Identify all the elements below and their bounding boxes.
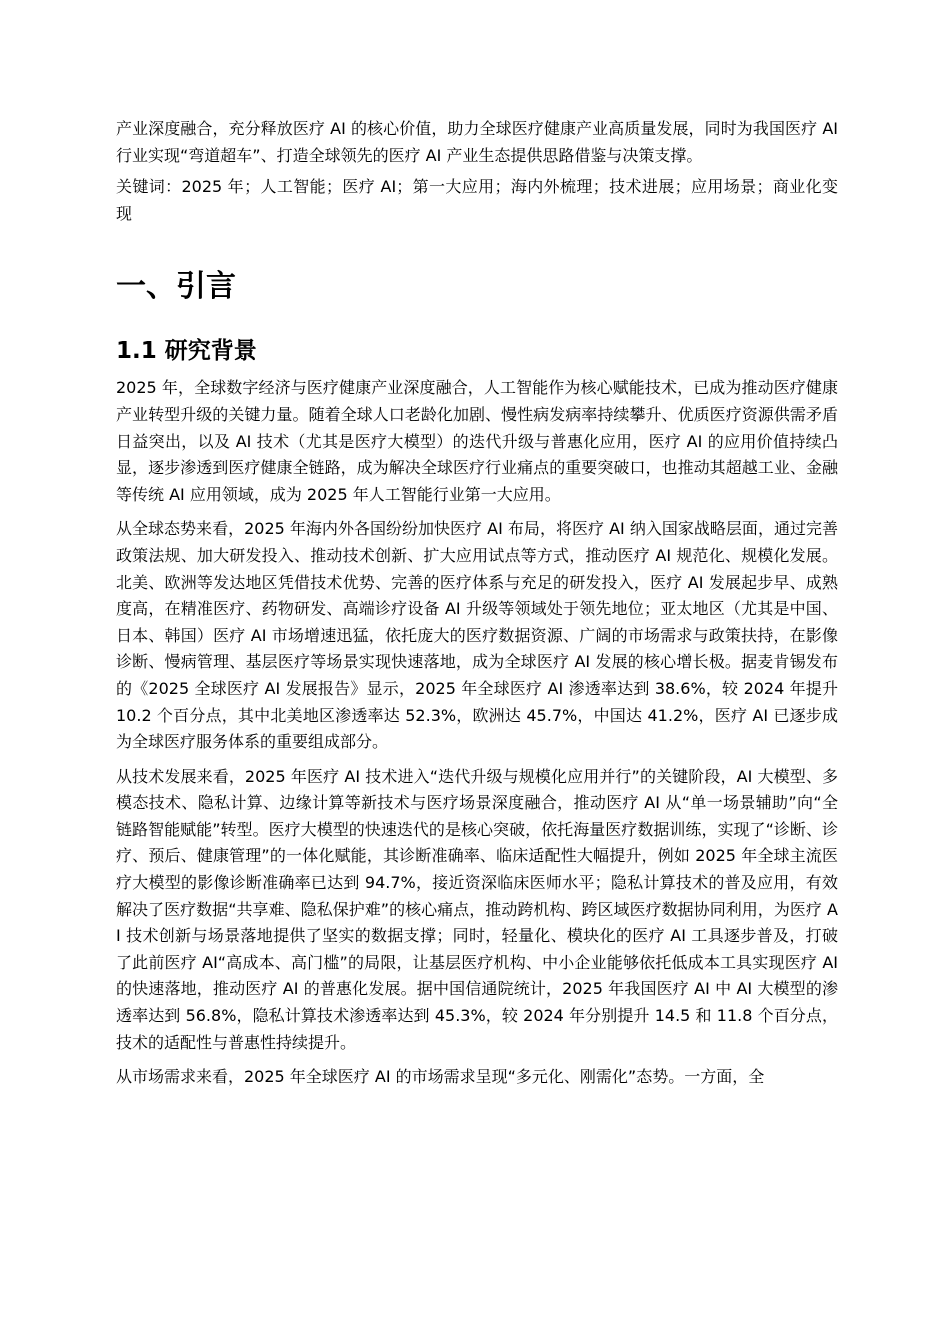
intro-tail-paragraph: 产业深度融合，充分释放医疗 AI 的核心价值，助力全球医疗健康产业高质量发展，同时为我国医疗 AI 行业实现“弯道超车”、打造全球领先的医疗 AI 产业生态提供思路借鉴与决策支撑。 (116, 119, 838, 165)
body-paragraph: 2025 年，全球数字经济与医疗健康产业深度融合，人工智能作为核心赋能技术，已成为推动医疗健康产业转型升级的关键力量。随着全球人口老龄化加剧、慢性病发病率持续攀升、优质医疗资源供需矛盾日益突出，以及 AI 技术（尤其是医疗大模型）的迭代升级与普惠化应用，医疗 AI 的应用价值持续凸显，逐步渗透到医疗健康全链路，成为解决全球医疗行业痛点的重要突破口，也推动其超越工业、金融等传统 AI 应用领域，成为 2025 年人工智能行业第一大应用。 (116, 378, 838, 504)
body-paragraph: 从技术发展来看，2025 年医疗 AI 技术进入“迭代升级与规模化应用并行”的关键阶段，AI 大模型、多模态技术、隐私计算、边缘计算等新技术与医疗场景深度融合，推动医疗 AI 从“单一场景辅助”向“全链路智能赋能”转型。医疗大模型的快速迭代的是核心突破，依托海量医疗数据训练，实现了“诊断、诊疗、预后、健康管理”的一体化赋能，其诊断准确率、临床适配性大幅提升，例如 2025 年全球主流医疗大模型的影像诊断准确率已达到 94.7%，接近资深临床医师水平；隐私计算技术的普及应用，有效解决了医疗数据“共享难、隐私保护难”的核心痛点，推动跨机构、跨区域医疗数据协同利用，为医疗 AI 技术创新与场景落地提供了坚实的数据支撑；同时，轻量化、模块化的医疗 AI 工具逐步普及，打破了此前医疗 AI“高成本、高门槛”的局限，让基层医疗机构、中小企业能够依托低成本工具实现医疗 AI 的快速落地，推动医疗 AI 的普惠化发展。据中国信通院统计，2025 年我国医疗 AI 中 AI 大模型的渗透率达到 56.8%，隐私计算技术渗透率达到 45.3%，较 2024 年分别提升 14.5 和 11.8 个百分点，技术的适配性与普惠性持续提升。 (116, 766, 838, 1052)
document-page (116, 116, 838, 1091)
keywords-line: 关键词：2025 年；人工智能；医疗 AI；第一大应用；海内外梳理；技术进展；应用场景；商业化变现 (116, 177, 838, 223)
subsection-title: 1.1 研究背景 (116, 338, 257, 365)
body-paragraph: 从市场需求来看，2025 年全球医疗 AI 的市场需求呈现“多元化、刚需化”态势。一方面，全 (116, 1067, 765, 1087)
body-paragraph: 从全球态势来看，2025 年海内外各国纷纷加快医疗 AI 布局，将医疗 AI 纳入国家战略层面，通过完善政策法规、加大研发投入、推动技术创新、扩大应用试点等方式，推动医疗 AI 规范化、规模化发展。北美、欧洲等发达地区凭借技术优势、完善的医疗体系与充足的研发投入，医疗 AI 发展起步早、成熟度高，在精准医疗、药物研发、高端诊疗设备 AI 升级等领域处于领先地位；亚太地区（尤其是中国、日本、韩国）医疗 AI 市场增速迅猛，依托庞大的医疗数据资源、广阔的市场需求与政策扶持，在影像诊断、慢病管理、基层医疗等场景实现快速落地，成为全球医疗 AI 发展的核心增长极。据麦肯锡发布的《2025 全球医疗 AI 发展报告》显示，2025 年全球医疗 AI 渗透率达到 38.6%，较 2024 年提升 10.2 个百分点，其中北美地区渗透率达 52.3%，欧洲达 45.7%，中国达 41.2%，医疗 AI 已逐步成为全球医疗服务体系的重要组成部分。 (116, 519, 838, 752)
section-title: 一、引言 (116, 269, 236, 305)
